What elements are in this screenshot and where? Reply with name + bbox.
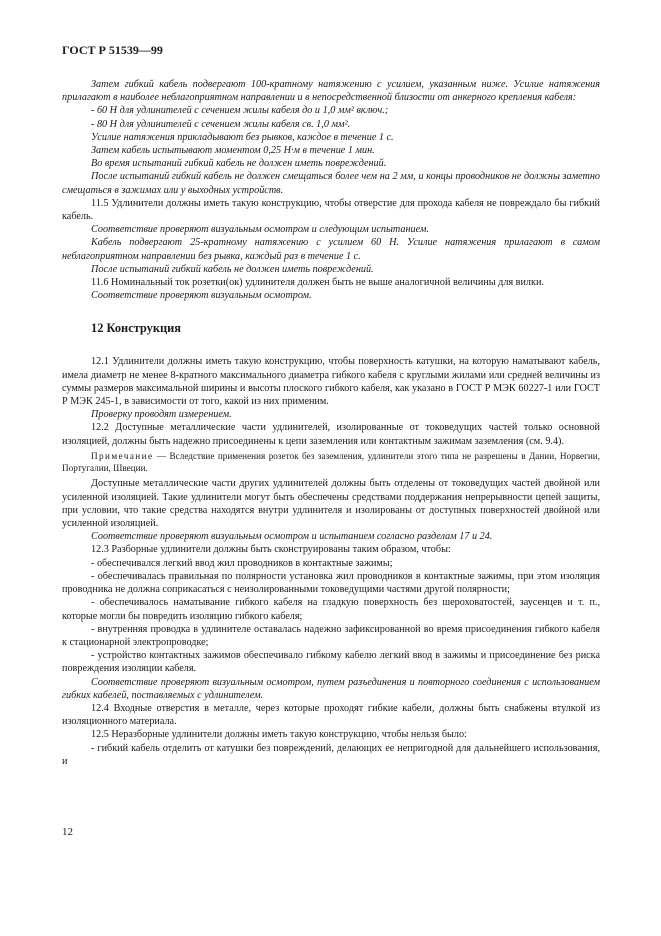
paragraph: Соответствие проверяют визуальным осмотром и следующим испытанием.	[91, 224, 429, 236]
section-heading: 12 Конструкция	[91, 321, 181, 336]
paragraph: Во время испытаний гибкий кабель не должен иметь повреждений.	[91, 158, 387, 170]
note	[62, 451, 600, 475]
paragraph: - 80 Н для удлинителей с сечением жилы кабеля св. 1,0 мм².	[91, 118, 351, 130]
paragraph: - обеспечивался легкий ввод жил проводников в контактные зажимы;	[91, 557, 393, 569]
page-number: 12	[62, 826, 73, 838]
paragraph: После испытаний гибкий кабель не должен иметь повреждений.	[91, 263, 374, 275]
paragraph: Затем гибкий кабель подвергают 100-кратному натяжению с усилием, указанным ниже. Усилие натяжения прилагают в наиболее неблагоприятном направлении и в непосредственной близости от анкерного крепления кабеля:	[62, 79, 600, 104]
note-label: Примечание	[91, 450, 154, 461]
paragraph: Кабель подвергают 25-кратному натяжению с усилием 60 Н. Усилие натяжения прилагают в самом неблагоприятном направлении без рывка, каждый раз в течение 1 с.	[62, 237, 600, 262]
page-content	[62, 78, 600, 768]
section-11-continuation	[62, 78, 600, 302]
paragraph: После испытаний гибкий кабель не должен смещаться более чем на 2 мм, и концы проводников не должны заметно смещаться в зажимах или у выходных устройств.	[62, 171, 600, 196]
paragraph: Проверку проводят измерением.	[91, 409, 232, 421]
paragraph: 12.5 Неразборные удлинители должны иметь такую конструкцию, чтобы нельзя было:	[91, 729, 467, 741]
document-header: ГОСТ Р 51539—99	[62, 43, 163, 57]
paragraph: Соответствие проверяют визуальным осмотром, путем разъединения и повторного соединения с использованием гибких кабелей, поставляемых с удлинителем.	[62, 676, 600, 701]
paragraph: Соответствие проверяют визуальным осмотром и испытанием согласно разделам 17 и 24.	[91, 531, 493, 543]
paragraph: Затем кабель испытывают моментом 0,25 Н·м в течение 1 мин.	[91, 145, 375, 157]
paragraph: 12.2 Доступные металлические части удлинителей, изолированные от токоведущих частей только основной изоляцией, должны быть надежно присоединены к цепи заземления или контактным зажимам заземления (см. 9.4).	[62, 422, 600, 447]
paragraph: 12.4 Входные отверстия в металле, через которые проходят гибкие кабели, должны быть снабжены втулкой из изоляционного материала.	[62, 702, 600, 728]
section-12-part-2	[62, 477, 600, 767]
paragraph: Соответствие проверяют визуальным осмотром.	[91, 290, 312, 302]
paragraph: - обеспечивалась правильная по полярности установка жил проводников в контактные зажимы, при этом изоляция проводника не должна соприкасаться с неизолированными токоведущими частями другой полярности;	[62, 570, 600, 596]
paragraph: 11.5 Удлинители должны иметь такую конструкцию, чтобы отверстие для прохода кабеля не повреждало бы гибкий кабель.	[62, 197, 600, 223]
paragraph: 12.3 Разборные удлинители должны быть сконструированы таким образом, чтобы:	[91, 544, 451, 556]
paragraph: - обеспечивалось наматывание гибкого кабеля на гладкую поверхность без шероховатостей, заусенцев и т. п., которые могли бы повредить изоляцию гибкого кабеля;	[62, 597, 600, 622]
paragraph: - внутренняя проводка в удлинителе оставалась надежно зафиксированной во время присоединения гибкого кабеля к стационарной электропроводке;	[62, 623, 600, 648]
paragraph: Усилие натяжения прикладывают без рывков, каждое в течение 1 с.	[91, 131, 394, 143]
note-text: — Вследствие применения розеток без заземления, удлинители этого типа не разрешены в Дании, Норвегии, Португалии, Швеции.	[62, 450, 600, 473]
paragraph: - 60 Н для удлинителей с сечением жилы кабеля до и 1,0 мм² включ.;	[91, 105, 389, 117]
paragraph: Доступные металлические части других удлинителей должны быть отделены от токоведущих частей двойной или усиленной изоляцией. Такие удлинители могут быть обеспечены средствами поддержания непрерывности цепей защиты, при условии, что такие средства находятся внутри удлинителя и изолированы от доступных поверхностей двойной или усиленной изоляцией.	[62, 478, 600, 530]
paragraph: - устройство контактных зажимов обеспечивало гибкому кабелю легкий ввод в зажимы и присоединение без риска повреждения изоляции кабеля.	[62, 650, 600, 675]
paragraph: 12.1 Удлинители должны иметь такую конструкцию, чтобы поверхность катушки, на которую наматывают кабель, имела диаметр не менее 8-кратного максимального диаметра гибкого кабеля с круглыми жилами или средней величины из суммы размеров максимальной ширины и высоты плоского гибкого кабеля, как указано в ГОСТ Р МЭК 60227-1 или ГОСТ Р МЭК 245-1, в зависимости от того, какой из них применим.	[62, 356, 600, 408]
paragraph: 11.6 Номинальный ток розетки(ок) удлинителя должен быть не выше аналогичной величины для вилки.	[91, 277, 544, 289]
paragraph: - гибкий кабель отделить от катушки без повреждений, делающих ее непригодной для дальнейшего использования, и	[62, 742, 600, 767]
section-12-part-1	[62, 355, 600, 447]
